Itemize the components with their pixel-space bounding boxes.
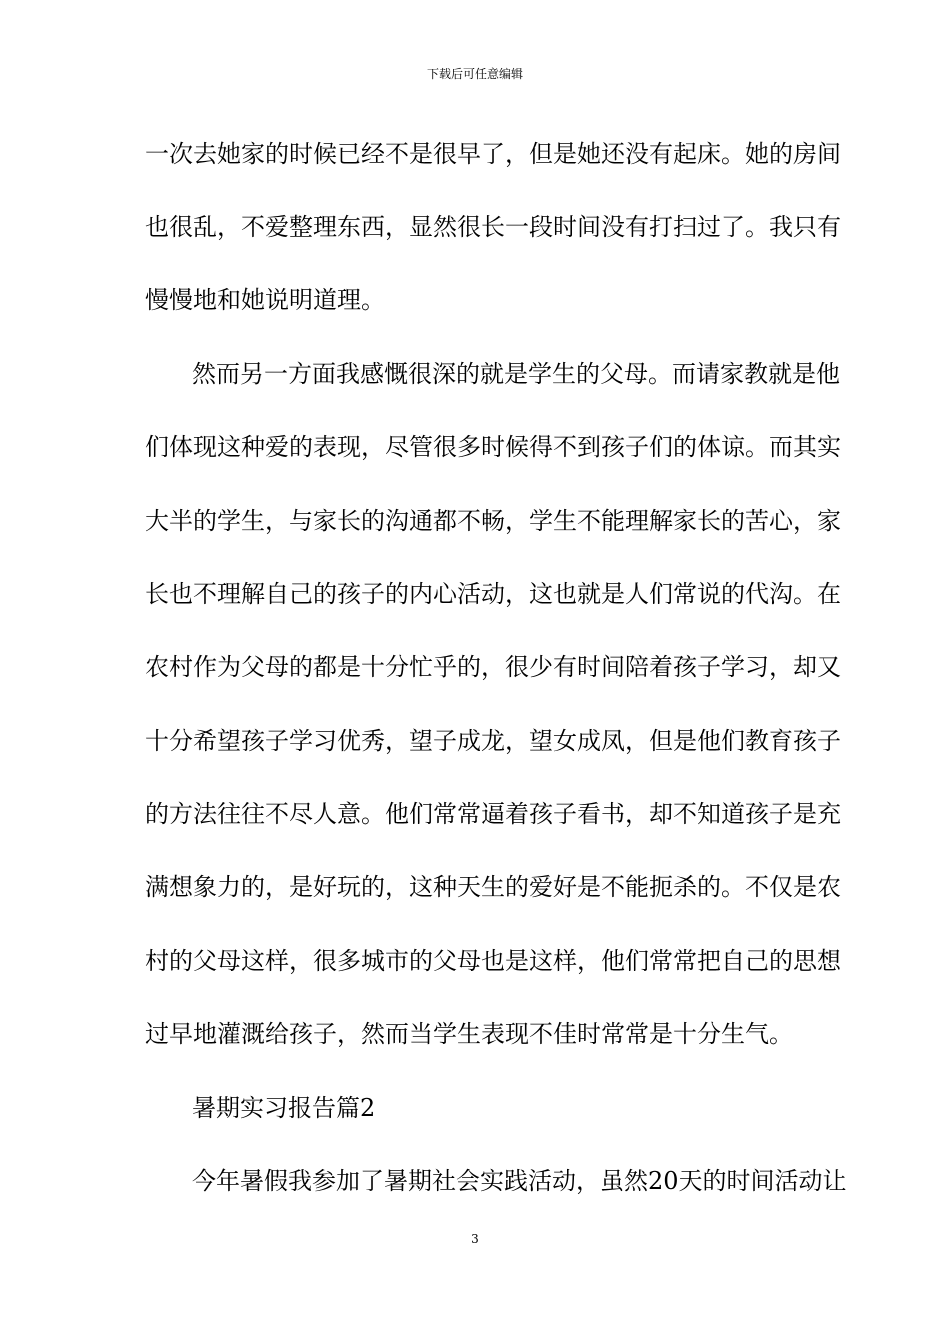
paragraph-line: 也很乱，不爱整理东西，显然很长一段时间没有打扫过了。我只有 bbox=[145, 213, 841, 241]
paragraph-line: 一次去她家的时候已经不是很早了，但是她还没有起床。她的房间 bbox=[145, 140, 841, 168]
paragraph-line: 村的父母这样，很多城市的父母也是这样，他们常常把自己的思想 bbox=[145, 947, 841, 975]
page-header: 下载后可任意编辑 bbox=[426, 67, 523, 81]
paragraph-line: 满想象力的，是好玩的，这种天生的爱好是不能扼杀的。不仅是农 bbox=[145, 873, 841, 901]
page-number: 3 bbox=[471, 1232, 479, 1246]
paragraph-line: 长也不理解自己的孩子的内心活动，这也就是人们常说的代沟。在 bbox=[145, 580, 841, 608]
paragraph-line: 过早地灌溉给孩子，然而当学生表现不佳时常常是十分生气。 bbox=[145, 1020, 793, 1048]
paragraph-line: 们体现这种爱的表现，尽管很多时候得不到孩子们的体谅。而其实 bbox=[145, 433, 841, 461]
paragraph-line: 慢慢地和她说明道理。 bbox=[145, 286, 385, 314]
paragraph-line: 农村作为父母的都是十分忙乎的，很少有时间陪着孩子学习，却又 bbox=[145, 653, 841, 681]
paragraph-line: 十分希望孩子学习优秀，望子成龙，望女成凤，但是他们教育孩子 bbox=[145, 727, 841, 755]
section-heading: 暑期实习报告篇2 bbox=[192, 1094, 376, 1122]
paragraph-line: 的方法往往不尽人意。他们常常逼着孩子看书，却不知道孩子是充 bbox=[145, 800, 841, 828]
paragraph-line: 大半的学生，与家长的沟通都不畅，学生不能理解家长的苦心，家 bbox=[145, 507, 841, 535]
paragraph-line: 今年暑假我参加了暑期社会实践活动，虽然20天的时间活动让 bbox=[192, 1167, 847, 1195]
paragraph-line: 然而另一方面我感慨很深的就是学生的父母。而请家教就是他 bbox=[192, 360, 840, 388]
